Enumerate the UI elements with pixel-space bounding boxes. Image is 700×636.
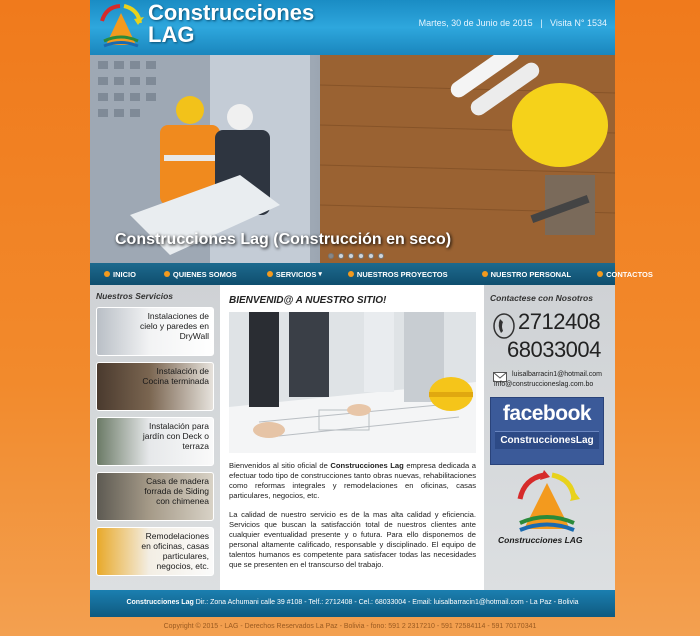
service-label: Casa de madera forrada de Siding con chimenea [144,476,209,506]
service-remodelaciones[interactable] [96,527,214,576]
slider-dot[interactable] [348,253,354,259]
nav-item-servicios[interactable]: SERVICIOS ▾ [267,270,322,279]
main-content [220,285,484,590]
email-link-2[interactable]: info@construccioneslag.com.bo [494,381,594,388]
service-label: Instalación para jardín con Deck o terraza [142,421,209,451]
slider-dots [328,253,384,259]
hero-caption: Construcciones Lag (Construcción en seco) [115,231,452,248]
facebook-banner[interactable] [490,397,604,465]
service-siding[interactable] [96,472,214,521]
nav-item-quienes-somos[interactable]: QUIENES SOMOS [164,270,237,279]
bullet-icon [597,271,603,277]
site-header [90,0,615,55]
email-block [490,369,610,393]
bullet-icon [348,271,354,277]
slider-dot[interactable] [328,253,334,259]
phone-icon [493,313,515,339]
service-drywall[interactable] [96,307,214,356]
service-label: Instalaciones de cielo y paredes en DryWall [140,311,209,341]
slider-dot[interactable] [368,253,374,259]
blueprint-image [229,312,476,453]
brand-name: Construcciones Lag [330,461,404,470]
services-sidebar [90,285,220,590]
bullet-icon [482,271,488,277]
phone-number-1[interactable]: 2712408 [518,309,601,334]
nav-item-inicio[interactable]: INICIO [104,270,136,279]
logo-wordmark[interactable] [148,2,314,46]
service-label: Instalación de Cocina terminada [142,366,209,386]
logo-line1: Construcciones [148,0,315,25]
page-container [90,0,653,617]
footer-details: Dir.: Zona Achumani calle 39 #108 - Telf.: 2712408 - Cel.: 68033004 - Email: luisalbarracin1@hotmail.com - La Paz - Bolivia [193,599,579,606]
copyright-line: Copyright © 2015 - LAG - Derechos Reservados La Paz - Bolivia - fono: 591 2 2317210 - 591 72584114 - 591 70170341 [163,623,537,630]
quality-paragraph: La calidad de nuestro servicio es de la mas alta calidad y eficiencia. Servicios que buscan la satisfacción total de nuestros clientes ante cualquier eventualidad presente y o futura. Para ello disponemos de personal altamente calificado, responsable y disciplinado. El equipo de talentos humanos es competente para satisfacer todas las necesidades que se presenten en el transcurso del trabajo. [229,510,476,569]
services-title: Nuestros Servicios [96,291,174,301]
company-logo [490,469,604,547]
welcome-heading: BIENVENID@ A NUESTRO SITIO! [229,295,387,306]
logo-caption: Construcciones LAG [498,535,583,545]
hero-slider[interactable] [90,55,615,263]
blueprint-photo [229,312,476,453]
facebook-logo: facebook [502,402,592,425]
contact-sidebar [484,285,615,590]
main-nav [90,263,653,285]
phone-block [490,309,610,367]
bullet-icon [267,271,273,277]
email-link-1[interactable]: luisalbarracin1@hotmail.com [512,371,602,378]
intro-paragraph: Bienvenidos al sitio oficial de Construcciones Lag empresa dedicada a efectuar todo tipo de construcciones tanto obras nuevas, rehabilitaciones como reformas integrales y remodelaciones en oficinas, casas particulares, negocios, etc. [229,461,477,500]
nav-item-personal[interactable]: NUESTRO PERSONAL [482,270,571,279]
service-label: Remodelaciones en oficinas, casas particulares, negocios, etc. [141,531,209,571]
site-footer [90,590,615,617]
service-cocina[interactable] [96,362,214,411]
bullet-icon [164,271,170,277]
facebook-page-name: ConstruccionesLag [495,431,599,449]
nav-item-contactos[interactable]: CONTACTOS [597,270,653,279]
footer-brand: Construcciones Lag [126,599,194,606]
slider-dot[interactable] [338,253,344,259]
logo-icon[interactable] [96,3,146,51]
date-visit-counter: Martes, 30 de Junio de 2015 | Visita N° 1534 [418,18,607,28]
slider-dot[interactable] [378,253,384,259]
logo-icon [490,469,604,539]
logo-line2: LAG [148,22,195,47]
chevron-down-icon: ▾ [318,271,322,278]
nav-item-proyectos[interactable]: NUESTROS PROYECTOS [348,270,448,279]
slider-dot[interactable] [358,253,364,259]
contact-title: Contactese con Nosotros [490,293,593,303]
phone-number-2[interactable]: 68033004 [507,337,601,362]
service-deck[interactable] [96,417,214,466]
bullet-icon [104,271,110,277]
